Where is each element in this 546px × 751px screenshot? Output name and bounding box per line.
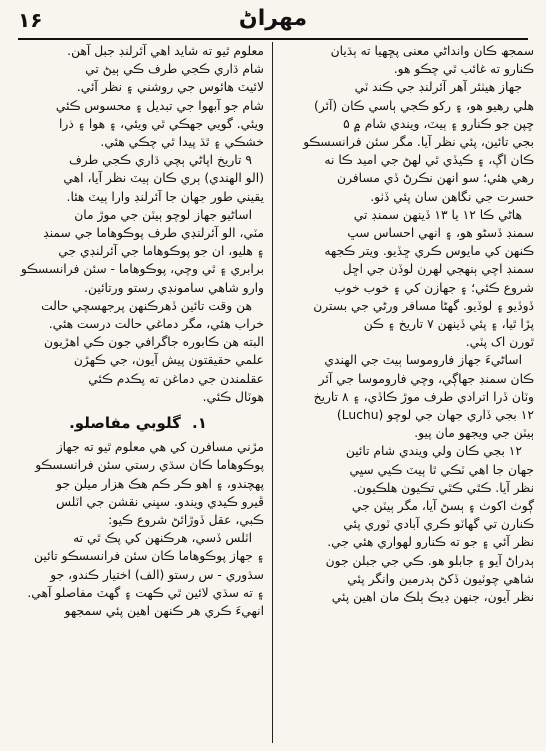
text-line: پهچندو، ۽ اهو ڪر ڪم هڪ هزار ميلن جو bbox=[56, 476, 264, 491]
text-line: ۽ هليو، ان جو پوڪوهاما جي آئرلنڊي جي bbox=[58, 244, 264, 259]
text-line: ڪنهن کي مايوس ڪري ڇڏيو. ويتر ڪجهه bbox=[324, 244, 534, 259]
text-line: پڙا ٿيا، ۽ پئي ڏينهن ۷ تاريخ ۽ ڪن bbox=[363, 317, 534, 332]
text-line: رهي هئي؛ سو انهن نڪرڻ ڏي مسافرن bbox=[336, 171, 534, 186]
text-line: (الو الهندي) ٻري ڪان ٻيٽ نظر آيا، اهي bbox=[63, 171, 264, 186]
text-line: ڪان اڳ، ۽ ڪيڏي ٿي لهڻ جي اميد ڪا نه bbox=[324, 153, 534, 168]
text-line: سمجھ ڪان وانداڻي معنى پڇھيا ته ٻڌيان bbox=[330, 44, 534, 58]
text-line: شروع ڪئي؛ ۽ جهازن کي ۽ خوب خوب bbox=[334, 280, 534, 295]
text-line: خشڪي ۽ ٿڌ پيدا ٿي چڪي هئي. bbox=[100, 135, 264, 150]
text-line: سمنڊ اچي ٻنهجي لهرن لوڏن جي اڇل bbox=[342, 262, 534, 277]
text-line: ۽ ته سڌي لائين ٿي ڪهت ۽ گهٽ مفاصلو آهي. bbox=[27, 585, 264, 600]
left-text-column bbox=[12, 42, 264, 745]
column-divider bbox=[272, 42, 273, 743]
text-line: ڪبي، عقل ڏوڙائڻ شروع ڪيو: bbox=[108, 513, 264, 528]
text-line: ڏوڏيو ۽ لوڏيو. گهڻا مسافر ورڻي جي بسترن bbox=[313, 298, 534, 313]
text-line: سمنڊ ڏسڻو هو، ۽ انهي احساس سڀ bbox=[347, 226, 534, 241]
text-line: ٻيٽن جي ويجهو مان پيو. bbox=[414, 426, 534, 441]
text-line: خراب هئي، مگر دماغي حالت درست هئي. bbox=[48, 317, 264, 332]
text-line: ٻدراڻ آيو ۽ جابلو هو. ڪي جي جبلن جون bbox=[325, 553, 534, 568]
section-number: ۱. bbox=[192, 414, 207, 433]
text-line: ۹ تاريخ اپاڻي ٻچي ڌاري ڪجي طرف bbox=[68, 153, 252, 168]
page-number: ۱۶ bbox=[18, 8, 43, 32]
text-line: ۱۲ بجي ڪان ولي ويندي شام تائين bbox=[345, 444, 522, 459]
text-line: اٽلس ڏسي، هرڪنهن کي پڪ ٿي ته bbox=[73, 531, 252, 546]
text-line: ۽ جهاز پوڪوهاما ڪان سئن فرانسسڪو تائين bbox=[34, 549, 264, 564]
text-line: اساڻيو جهاز لوچو ٻيٽن جي موڙ مان bbox=[74, 207, 252, 222]
text-line: ڇپن جو ڪنارو ۽ ٻيٽ، ويندي شام ۾ ۵ bbox=[343, 116, 534, 131]
text-line: مڙني مسافرن کي هي معلوم ٿيو ته جهاز bbox=[56, 440, 264, 455]
text-line: بجي تائين، پئي نظر آيا. مگر سئن فرانسسڪو bbox=[303, 135, 534, 150]
text-line: مٽي، الو آئرلنڊي طرف پوڪوهاما جي سمنڊ bbox=[43, 226, 264, 241]
text-line: شاهي چوٽيون ڏکڻ ٻدرمبن وانگر پئي bbox=[347, 571, 534, 586]
text-line: هن وقت تائين ڏهرڪنهن پرجهسچي حالت bbox=[41, 298, 252, 313]
text-line: جهان جا اهي ٽڪي ٿا ٻيٽ ڪيي سڀي bbox=[349, 462, 534, 477]
text-line: معلوم ٿيو ته شايد اهي آئرلنڊ جبل آهن. bbox=[67, 44, 264, 58]
text-line: ٿورن اک پٽي. bbox=[465, 335, 534, 350]
text-line: وارو شاهي سامونڊي رستو ورتائين. bbox=[84, 280, 264, 295]
text-line: ڪنارو ته غائب ٿي چڪو هو. bbox=[393, 62, 534, 77]
text-line: شام جو آبهوا جي تبديل ۽ محسوس ڪئي bbox=[55, 98, 264, 113]
text-line: ڪان سمنڊ جهاڳي، وچي فاروموسا جي آئر bbox=[318, 371, 534, 386]
text-line: ڦيرو ڪيدي ويندو. سڀني نقشن جي اٽلس bbox=[56, 494, 264, 509]
text-line: عقلمندن جي دماغن ته پڪدم ڪئي bbox=[88, 371, 264, 386]
text-line: نظر آئي ۽ جو ته ڪنارو لهواري هئي جي. bbox=[327, 535, 534, 550]
text-line: هلي رهيو هو، ۽ رکو ڪجي ٻاسي ڪان (آئر) bbox=[314, 98, 534, 113]
text-line: لائيٽ هائوس جي روشني ۽ نظر آئي. bbox=[76, 80, 264, 95]
section-heading bbox=[12, 414, 264, 432]
text-line: جهاز هيٺئر آهر آئرلنڊ جي ڪند ٽي bbox=[354, 80, 522, 95]
text-line: ويئي. گويي جهڪي ٿي ويئي، ۽ هوا ۽ ذرا bbox=[58, 116, 264, 131]
left-column-bottom-text bbox=[12, 438, 264, 620]
section-title: گلوبي مفاصلو. bbox=[69, 414, 181, 433]
text-line: اساڻيءَ جهاز فاروموسا ٻيٽ جي الهندي bbox=[324, 353, 522, 368]
text-line: پوڪوهاما ڪان سڌي رستي سئن فرانسسڪو bbox=[35, 458, 264, 473]
text-line: هوٽال ڪئي. bbox=[202, 389, 264, 404]
page-header bbox=[18, 8, 528, 36]
running-head-title: مهراڻ bbox=[238, 6, 308, 31]
text-line: وٽان ڏرا اترادي طرف موڙ ڪاڏي، ۽ ۸ تاريخ bbox=[313, 389, 534, 404]
right-text-column bbox=[282, 42, 534, 745]
text-line: نظر آيا. ڪٿي ڪٿي تڪيون هلڪيون. bbox=[352, 480, 534, 495]
text-line: حسرت جي نگاهن سان پئي ڏٺو. bbox=[370, 189, 534, 204]
text-line: علمي حقيقتون پيش آيون، جي ڪهڙن bbox=[73, 353, 264, 368]
text-line: انهيءَ ڪري هر ڪنهن اهين پئي سمجهو bbox=[64, 604, 264, 619]
header-rule bbox=[18, 38, 528, 40]
left-column-top-text bbox=[12, 42, 264, 406]
text-line: البته هن ڪابوره جاگرافي جون ڪي اهڙيون bbox=[44, 335, 264, 350]
text-line: نظر آيون، جنهن ڊيڪ ٻلڪ مان اهين پئي bbox=[331, 590, 534, 605]
text-line: ڳوٺ اکوٺ ۽ ٻسڻ آيا، مگر ٻيٽن جي bbox=[351, 499, 534, 514]
text-line: ۱۲ بجي ڏاري جهان جي لوچو (Luchu) bbox=[336, 408, 534, 423]
text-line: ڪنارن تي گهاٽو ڪري آبادي ٽوري پئي bbox=[343, 517, 534, 532]
text-line: شام ڌاري ڪجي طرف ڪي ٻيڻ تي bbox=[85, 62, 264, 77]
text-line: سڌوري - س رستو (الف) اختيار ڪندو، جو bbox=[50, 567, 264, 582]
text-line: هاڻي ڪا ۱۲ يا ۱۳ ڏينهن سمنڊ تي bbox=[353, 207, 522, 222]
text-line: برابري ۽ ٿي وچي، پوڪوهاما - سئن فرانسسڪو bbox=[20, 262, 264, 277]
text-line: يقيني طور جهان جا آئرلنڊ وارا ٻيٽ هئا. bbox=[66, 189, 264, 204]
